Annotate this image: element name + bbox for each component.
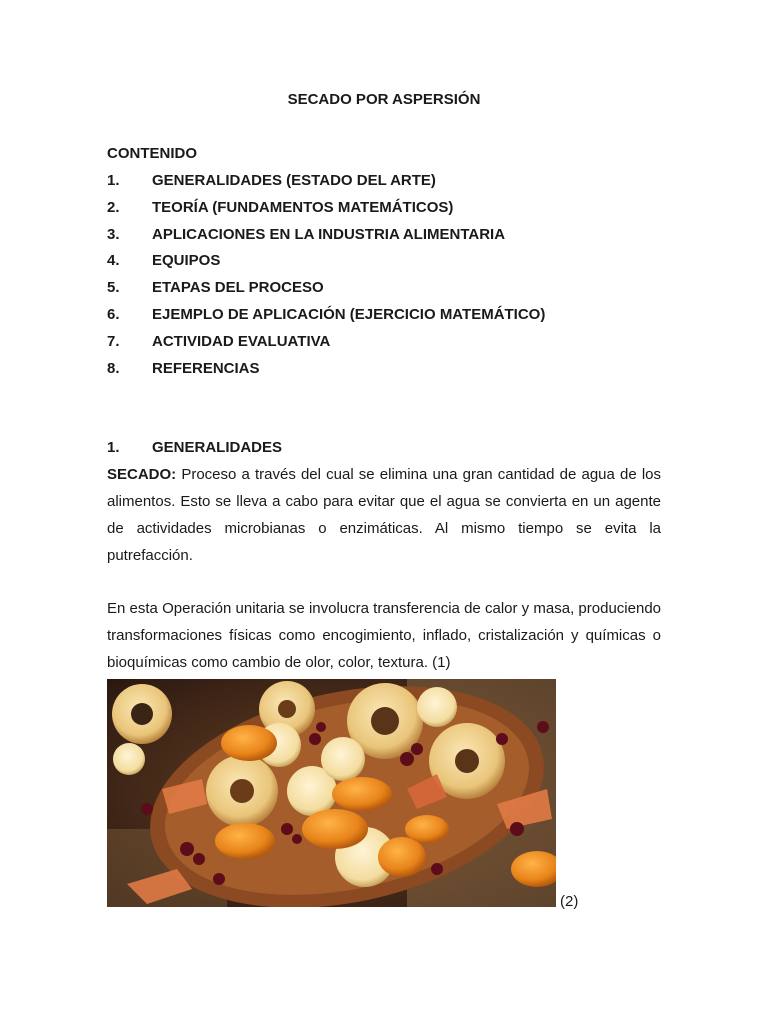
paragraph-secado-text: Proceso a través del cual se elimina una gran cantidad de agua de los alimentos. Esto se lleva a cabo para evitar que el agua se convierta en un agente de actividades microbianas o enzimáticas. Al mismo tiempo se evita la putrefacción. [107,466,661,564]
toc-item-number: 2. [107,198,120,216]
term-secado: SECADO: [107,466,177,483]
dried-fruit-photo [107,679,556,907]
paragraph-secado [107,461,661,569]
section-heading [107,439,282,456]
toc-item-number: 7. [107,332,120,350]
toc-item-number: 3. [107,225,120,243]
toc-item-number: 6. [107,305,120,323]
toc-item [107,306,545,333]
paragraph-operacion-text: En esta Operación unitaria se involucra transferencia de calor y masa, produciendo transformaciones físicas como encogimiento, inflado, cristalización y químicas o bioquímicas como cambio de olor, color, textura. (1) [107,600,661,671]
toc-item-number: 8. [107,359,120,377]
toc-item-label: ACTIVIDAD EVALUATIVA [152,332,331,350]
toc-item-label: EQUIPOS [152,252,221,270]
toc-item-number: 4. [107,252,120,270]
table-of-contents [107,172,545,386]
toc-item [107,252,545,279]
toc-item-label: ETAPAS DEL PROCESO [152,279,324,297]
section-number: 1. [107,439,120,456]
toc-item-number: 5. [107,279,120,297]
toc-item [107,199,545,226]
toc-item-label: REFERENCIAS [152,359,260,377]
paragraph-operacion-unitaria [107,595,661,676]
toc-item [107,360,545,387]
toc-item [107,226,545,253]
figure-caption: (2) [560,893,579,910]
section-title: GENERALIDADES [152,439,283,456]
dried-fruit-illustration [107,679,556,907]
toc-item-label: GENERALIDADES (ESTADO DEL ARTE) [152,172,436,189]
toc-item-label: EJEMPLO DE APLICACIÓN (EJERCICIO MATEMÁTICO) [152,305,546,323]
document-title: SECADO POR ASPERSIÓN [287,91,481,108]
toc-item [107,333,545,360]
toc-item [107,279,545,306]
toc-item-number: 1. [107,172,120,189]
toc-item-label: APLICACIONES EN LA INDUSTRIA ALIMENTARIA [152,225,506,243]
toc-item-label: TEORÍA (FUNDAMENTOS MATEMÁTICOS) [152,198,454,216]
toc-item [107,172,545,199]
toc-heading: CONTENIDO [107,145,197,162]
